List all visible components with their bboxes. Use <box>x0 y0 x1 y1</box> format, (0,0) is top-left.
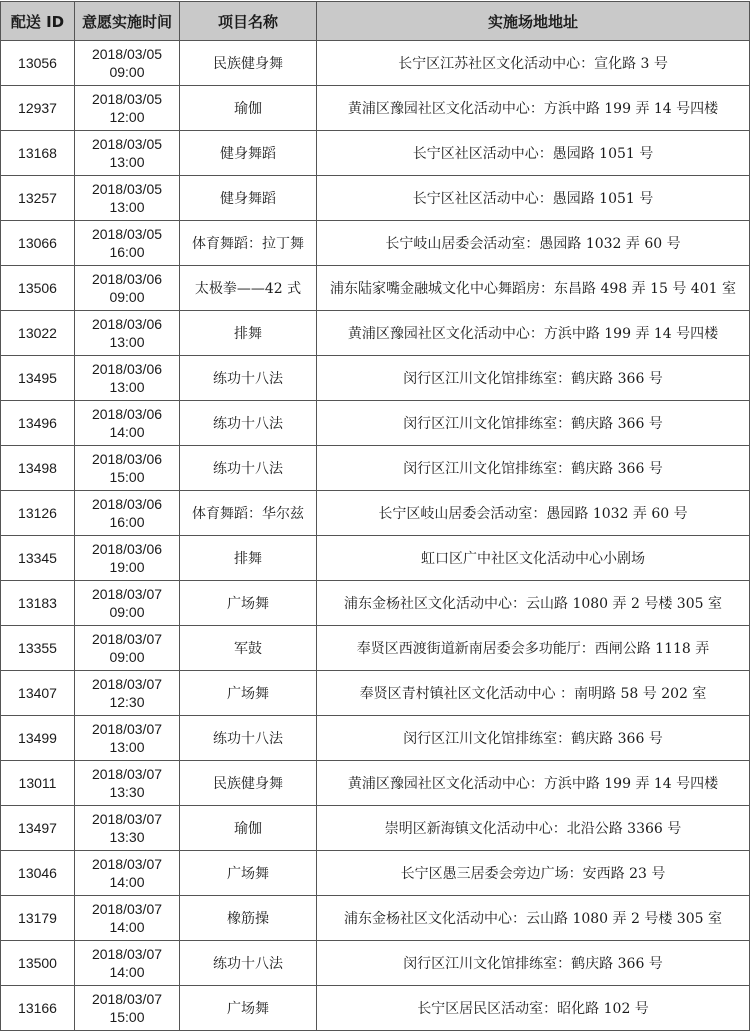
planned-time <box>75 941 180 986</box>
planned-date: 2018/03/05 <box>91 136 163 152</box>
table-header <box>1 2 750 41</box>
planned-date: 2018/03/07 <box>91 631 163 647</box>
venue-address: 长宁区江苏社区文化活动中心：宣化路 3 号 <box>317 41 750 86</box>
planned-clock: 13:00 <box>109 199 145 215</box>
table-row <box>1 221 750 266</box>
venue-address: 黄浦区豫园社区文化活动中心：方浜中路 199 弄 14 号四楼 <box>317 761 750 806</box>
table-row <box>1 401 750 446</box>
planned-date: 2018/03/07 <box>91 901 163 917</box>
planned-clock: 09:00 <box>109 604 145 620</box>
planned-clock: 13:30 <box>109 829 145 845</box>
venue-address: 长宁区社区活动中心：愚园路 1051 号 <box>317 131 750 176</box>
planned-date: 2018/03/07 <box>91 721 163 737</box>
venue-address: 长宁岐山居委会活动室：愚园路 1032 弄 60 号 <box>317 221 750 266</box>
delivery-id: 13046 <box>1 851 75 896</box>
planned-clock: 15:00 <box>109 469 145 485</box>
project-name: 健身舞蹈 <box>180 131 317 176</box>
venue-address: 黄浦区豫园社区文化活动中心：方浜中路 199 弄 14 号四楼 <box>317 311 750 356</box>
planned-clock: 14:00 <box>109 964 145 980</box>
table-row <box>1 446 750 491</box>
header-time: 意愿实施时间 <box>75 2 180 41</box>
venue-address: 闵行区江川文化馆排练室：鹤庆路 366 号 <box>317 401 750 446</box>
project-name: 军鼓 <box>180 626 317 671</box>
delivery-id: 13500 <box>1 941 75 986</box>
header-row <box>1 2 750 41</box>
table-body <box>1 41 750 1031</box>
planned-time <box>75 491 180 536</box>
planned-time <box>75 986 180 1031</box>
venue-address: 闵行区江川文化馆排练室：鹤庆路 366 号 <box>317 356 750 401</box>
planned-clock: 13:00 <box>109 334 145 350</box>
project-name: 排舞 <box>180 536 317 581</box>
venue-address: 崇明区新海镇文化活动中心：北沿公路 3366 号 <box>317 806 750 851</box>
delivery-id: 13179 <box>1 896 75 941</box>
planned-clock: 16:00 <box>109 514 145 530</box>
header-project: 项目名称 <box>180 2 317 41</box>
planned-date: 2018/03/06 <box>91 316 163 332</box>
venue-address: 长宁区岐山居委会活动室：愚园路 1032 弄 60 号 <box>317 491 750 536</box>
planned-date: 2018/03/06 <box>91 271 163 287</box>
project-name: 广场舞 <box>180 581 317 626</box>
planned-time <box>75 86 180 131</box>
planned-date: 2018/03/06 <box>91 451 163 467</box>
project-name: 瑜伽 <box>180 86 317 131</box>
planned-time <box>75 41 180 86</box>
delivery-id: 13257 <box>1 176 75 221</box>
delivery-id: 13498 <box>1 446 75 491</box>
venue-address: 闵行区江川文化馆排练室：鹤庆路 366 号 <box>317 716 750 761</box>
planned-date: 2018/03/06 <box>91 496 163 512</box>
project-name: 民族健身舞 <box>180 41 317 86</box>
project-name: 广场舞 <box>180 986 317 1031</box>
planned-date: 2018/03/05 <box>91 226 163 242</box>
table-row <box>1 311 750 356</box>
project-name: 健身舞蹈 <box>180 176 317 221</box>
project-name: 橡筋操 <box>180 896 317 941</box>
table-row <box>1 266 750 311</box>
delivery-id: 13355 <box>1 626 75 671</box>
planned-date: 2018/03/07 <box>91 991 163 1007</box>
planned-time <box>75 356 180 401</box>
planned-date: 2018/03/05 <box>91 46 163 62</box>
table-row <box>1 86 750 131</box>
planned-time <box>75 311 180 356</box>
planned-date: 2018/03/07 <box>91 856 163 872</box>
venue-address: 浦东金杨社区文化活动中心：云山路 1080 弄 2 号楼 305 室 <box>317 581 750 626</box>
planned-date: 2018/03/06 <box>91 361 163 377</box>
planned-date: 2018/03/06 <box>91 541 163 557</box>
planned-clock: 14:00 <box>109 919 145 935</box>
planned-time <box>75 761 180 806</box>
table-row <box>1 176 750 221</box>
project-name: 练功十八法 <box>180 941 317 986</box>
project-name: 练功十八法 <box>180 446 317 491</box>
table-row <box>1 941 750 986</box>
project-name: 太极拳——42 式 <box>180 266 317 311</box>
delivery-id: 13495 <box>1 356 75 401</box>
planned-clock: 09:00 <box>109 289 145 305</box>
planned-time <box>75 806 180 851</box>
project-name: 体育舞蹈：华尔兹 <box>180 491 317 536</box>
planned-clock: 13:00 <box>109 739 145 755</box>
header-address: 实施场地地址 <box>317 2 750 41</box>
table-row <box>1 986 750 1031</box>
venue-address: 虹口区广中社区文化活动中心小剧场 <box>317 536 750 581</box>
planned-clock: 13:30 <box>109 784 145 800</box>
planned-date: 2018/03/07 <box>91 586 163 602</box>
delivery-id: 13022 <box>1 311 75 356</box>
venue-address: 浦东陆家嘴金融城文化中心舞蹈房：东昌路 498 弄 15 号 401 室 <box>317 266 750 311</box>
planned-date: 2018/03/07 <box>91 811 163 827</box>
table-row <box>1 671 750 716</box>
planned-clock: 15:00 <box>109 1009 145 1025</box>
delivery-id: 13066 <box>1 221 75 266</box>
venue-address: 闵行区江川文化馆排练室：鹤庆路 366 号 <box>317 446 750 491</box>
planned-date: 2018/03/07 <box>91 676 163 692</box>
planned-time <box>75 851 180 896</box>
venue-address: 长宁区社区活动中心：愚园路 1051 号 <box>317 176 750 221</box>
delivery-id: 13407 <box>1 671 75 716</box>
planned-clock: 12:00 <box>109 109 145 125</box>
delivery-id: 13056 <box>1 41 75 86</box>
planned-time <box>75 266 180 311</box>
table-row <box>1 356 750 401</box>
project-name: 广场舞 <box>180 671 317 716</box>
planned-clock: 13:00 <box>109 379 145 395</box>
venue-address: 长宁区居民区活动室：昭化路 102 号 <box>317 986 750 1031</box>
venue-address: 闵行区江川文化馆排练室：鹤庆路 366 号 <box>317 941 750 986</box>
table-row <box>1 131 750 176</box>
venue-address: 黄浦区豫园社区文化活动中心：方浜中路 199 弄 14 号四楼 <box>317 86 750 131</box>
venue-address: 浦东金杨社区文化活动中心：云山路 1080 弄 2 号楼 305 室 <box>317 896 750 941</box>
delivery-id: 13126 <box>1 491 75 536</box>
planned-clock: 19:00 <box>109 559 145 575</box>
planned-time <box>75 581 180 626</box>
table-row <box>1 806 750 851</box>
planned-time <box>75 401 180 446</box>
planned-time <box>75 716 180 761</box>
delivery-id: 13506 <box>1 266 75 311</box>
delivery-id: 13496 <box>1 401 75 446</box>
planned-time <box>75 131 180 176</box>
planned-clock: 14:00 <box>109 874 145 890</box>
table-row <box>1 761 750 806</box>
planned-clock: 12:30 <box>109 694 145 710</box>
delivery-id: 13166 <box>1 986 75 1031</box>
planned-clock: 09:00 <box>109 649 145 665</box>
planned-clock: 14:00 <box>109 424 145 440</box>
venue-address: 奉贤区青村镇社区文化活动中心 ：南明路 58 号 202 室 <box>317 671 750 716</box>
planned-time <box>75 176 180 221</box>
project-name: 排舞 <box>180 311 317 356</box>
schedule-table <box>0 1 750 1031</box>
planned-date: 2018/03/07 <box>91 766 163 782</box>
delivery-id: 13168 <box>1 131 75 176</box>
table-row <box>1 851 750 896</box>
table-row <box>1 626 750 671</box>
project-name: 练功十八法 <box>180 356 317 401</box>
venue-address: 长宁区愚三居委会旁边广场：安西路 23 号 <box>317 851 750 896</box>
planned-time <box>75 536 180 581</box>
planned-date: 2018/03/05 <box>91 181 163 197</box>
planned-clock: 16:00 <box>109 244 145 260</box>
table-row <box>1 581 750 626</box>
planned-time <box>75 221 180 266</box>
table-row <box>1 716 750 761</box>
project-name: 体育舞蹈：拉丁舞 <box>180 221 317 266</box>
project-name: 练功十八法 <box>180 401 317 446</box>
delivery-id: 13499 <box>1 716 75 761</box>
project-name: 民族健身舞 <box>180 761 317 806</box>
planned-date: 2018/03/05 <box>91 91 163 107</box>
planned-time <box>75 896 180 941</box>
planned-time <box>75 446 180 491</box>
planned-date: 2018/03/07 <box>91 946 163 962</box>
planned-time <box>75 626 180 671</box>
delivery-id: 13183 <box>1 581 75 626</box>
project-name: 广场舞 <box>180 851 317 896</box>
planned-date: 2018/03/06 <box>91 406 163 422</box>
planned-time <box>75 671 180 716</box>
table-row <box>1 536 750 581</box>
delivery-id: 13011 <box>1 761 75 806</box>
table-row <box>1 896 750 941</box>
header-id: 配送 ID <box>1 2 75 41</box>
venue-address: 奉贤区西渡街道新南居委会多功能厅：西闸公路 1118 弄 <box>317 626 750 671</box>
delivery-id: 13345 <box>1 536 75 581</box>
delivery-id: 12937 <box>1 86 75 131</box>
planned-clock: 13:00 <box>109 154 145 170</box>
delivery-id: 13497 <box>1 806 75 851</box>
project-name: 练功十八法 <box>180 716 317 761</box>
project-name: 瑜伽 <box>180 806 317 851</box>
table-row <box>1 491 750 536</box>
table-row <box>1 41 750 86</box>
planned-clock: 09:00 <box>109 64 145 80</box>
